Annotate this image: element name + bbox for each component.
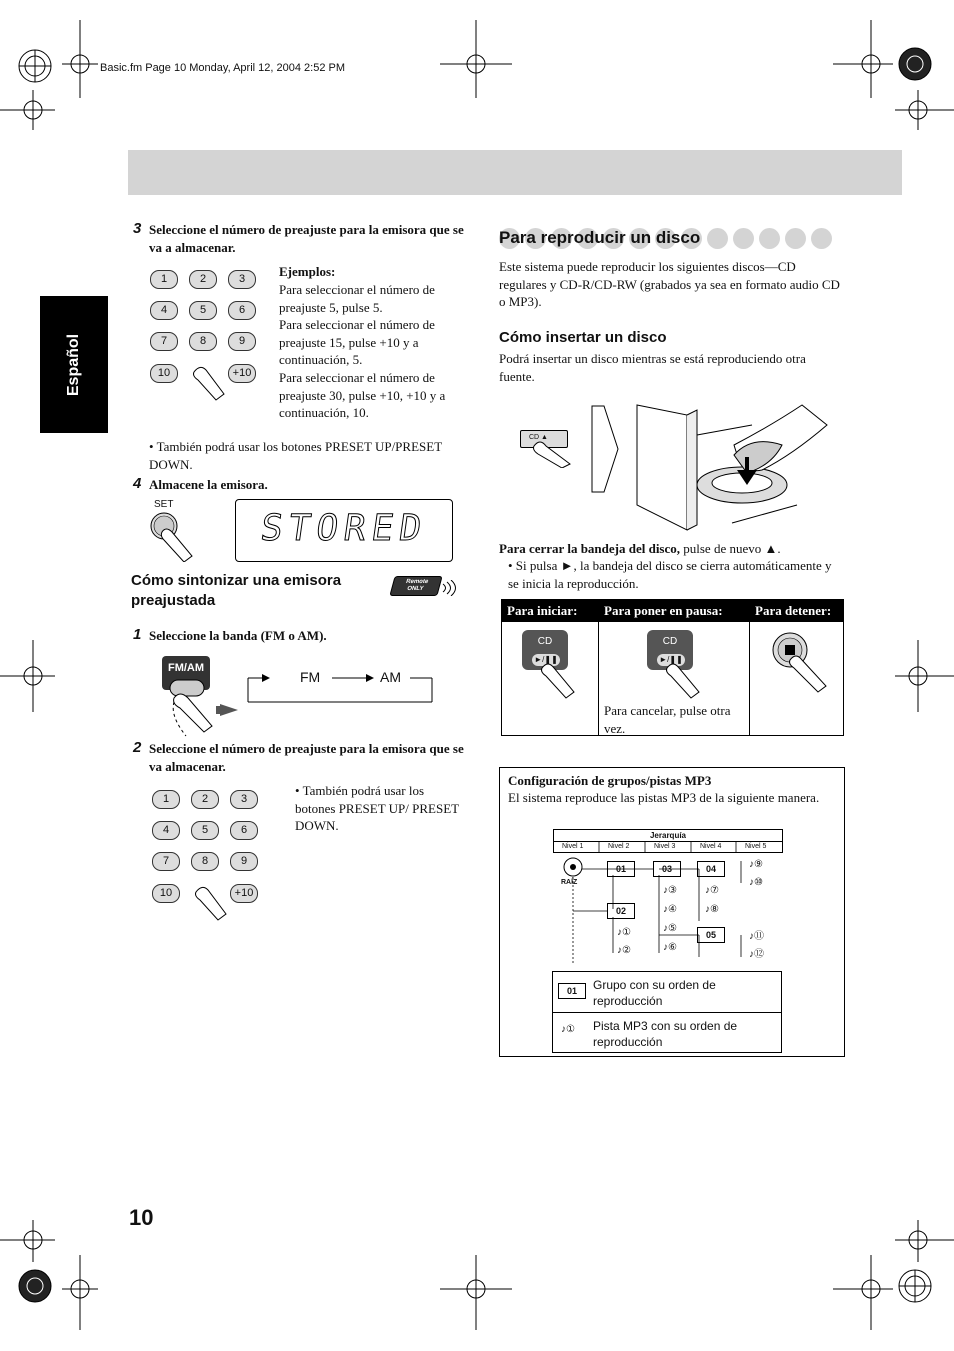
track-9: ♪⑨ [749,859,763,870]
key-7[interactable]: 7 [150,332,178,351]
key-plus10[interactable]: +10 [230,884,258,903]
header-bar [128,150,902,195]
root-label: RAÍZ [561,879,578,886]
finger-icon [538,660,578,700]
language-tab [40,296,108,433]
step-1-number: 1 [133,626,142,643]
track-6: ♪⑥ [663,942,677,953]
track-11: ♪⑪ [749,931,764,942]
level-5: Nivel 5 [745,843,767,850]
group-04: 04 [697,861,725,877]
arrow-right-icon [590,404,620,494]
remote-only-badge [389,576,442,596]
key-5[interactable]: 5 [191,821,219,840]
band-am: AM [380,669,401,685]
key-6[interactable]: 6 [228,301,256,320]
mp3-title: Configuración de grupos/pistas MP3 [508,773,712,788]
language-tab-label: Español [65,333,82,396]
key-8[interactable]: 8 [191,852,219,871]
track-8: ♪⑧ [705,904,719,915]
cd-eject-label: CD ▲ [529,434,548,441]
key-10[interactable]: 10 [152,884,180,903]
level-4: Nivel 4 [700,843,722,850]
remote-badge-line2: ONLY [406,586,425,592]
key-1[interactable]: 1 [152,790,180,809]
display-panel [235,499,453,562]
cd-label: CD [537,636,553,647]
key-3[interactable]: 3 [230,790,258,809]
level-1: Nivel 1 [562,843,584,850]
level-2: Nivel 2 [608,843,630,850]
track-10: ♪⑩ [749,877,763,888]
display-text: STORED [258,508,430,549]
fmam-label: FM/AM [167,662,205,674]
step-4-number: 4 [133,475,142,492]
cell-stop [750,622,844,736]
key-2[interactable]: 2 [191,790,219,809]
band-fm: FM [300,669,321,685]
key-5[interactable]: 5 [189,301,217,320]
page-number: 10 [129,1205,154,1230]
play-intro: Este sistema puede reproducir los siguientes discos—CD regulares y CD-R/CD-RW (grabados ya sea en formato audio CD o MP3). [499,259,840,309]
cd-tray-illustration [632,395,832,535]
set-button[interactable] [148,510,198,562]
example-1: Para seleccionar el número de preajuste 5, pulse 5. [279,282,435,315]
key-3[interactable]: 3 [228,270,256,289]
key-7[interactable]: 7 [152,852,180,871]
cd-label: CD [662,636,678,647]
finger-icon [190,362,230,402]
reg-mark-tl [19,50,51,82]
key-4[interactable]: 4 [150,301,178,320]
bullet-preset-1: • También podrá usar los botones PRESET UP/PRESET DOWN. [149,439,442,472]
legend-group-symbol: 01 [558,983,586,999]
section-play-title: Para reproducir un disco [499,228,701,247]
group-03: 03 [653,861,681,877]
cell-pause [599,622,750,736]
step-4-text: Almacene la emisora. [149,477,268,492]
group-05: 05 [697,927,725,943]
close-tray-bullet: • Si pulsa ►, la bandeja del disco se cierra automáticamente y se inicia la reproducción. [508,558,832,591]
finger-icon [530,440,576,468]
header-start: Para iniciar: [502,600,599,622]
level-3: Nivel 3 [654,843,676,850]
track-5: ♪⑤ [663,923,677,934]
step-2-number: 2 [133,739,142,756]
key-plus10[interactable]: +10 [228,364,256,383]
bullet-preset-2: • También podrá usar los botones PRESET UP/ PRESET DOWN. [295,783,459,833]
key-9[interactable]: 9 [228,332,256,351]
pause-cancel-note: Para cancelar, pulse otra vez. [604,703,731,736]
control-table [501,599,844,736]
key-2[interactable]: 2 [189,270,217,289]
cell-start [502,622,599,736]
finger-icon [192,882,232,922]
remote-signal-icon [440,580,458,596]
mp3-legend [552,971,782,1053]
remote-badge-line1: Remote [405,579,429,585]
step-1-text: Seleccione la banda (FM o AM). [149,628,327,643]
track-1: ♪① [617,927,631,938]
play-pause-icon: ►/❚❚ [657,654,685,666]
key-9[interactable]: 9 [230,852,258,871]
close-tray-rest: pulse de nuevo ▲. [680,541,781,556]
key-6[interactable]: 6 [230,821,258,840]
track-12: ♪⑫ [749,949,764,960]
set-label: SET [154,499,174,510]
insert-title: Cómo insertar un disco [499,329,667,346]
group-01: 01 [607,861,635,877]
track-3: ♪③ [663,885,677,896]
play-pause-icon: ►/❚❚ [532,654,560,666]
group-02: 02 [607,903,635,919]
legend-track-text: Pista MP3 con su orden de reproducción [593,1019,738,1049]
finger-icon [663,660,703,700]
step-2-text: Seleccione el número de preajuste para la emisora que se va almacenar. [149,741,464,774]
legend-group-text: Grupo con su orden de reproducción [593,978,716,1008]
close-tray-text [499,540,844,558]
close-tray-bold: Para cerrar la bandeja del disco, [499,541,681,556]
keypad-top [148,268,268,408]
track-7: ♪⑦ [705,885,719,896]
band-cycle-diagram [240,666,435,706]
insert-text: Podrá insertar un disco mientras se está reproduciendo otra fuente. [499,351,806,384]
example-3: Para seleccionar el número de preajuste 30, pulse +10, +10 y a continuación, 10. [279,370,446,420]
stop-button[interactable] [770,628,830,694]
mp3-text: El sistema reproduce las pistas MP3 de la siguiente manera. [508,790,820,805]
track-4: ♪④ [663,904,677,915]
track-2: ♪② [617,945,631,956]
hierarchy-diagram [553,829,781,969]
header-stop: Para detener: [750,600,844,622]
root-disc-icon [561,857,585,877]
stop-icon [785,645,795,655]
hierarchy-title: Jerarquía [553,829,783,842]
step-3-text: Seleccione el número de preajuste para la emisora que se va a almacenar. [149,222,464,255]
keypad-bottom [150,788,270,928]
key-4[interactable]: 4 [152,821,180,840]
example-2: Para seleccionar el número de preajuste 15, pulse +10 y a continuación, 5. [279,317,435,367]
key-1[interactable]: 1 [150,270,178,289]
key-10[interactable]: 10 [150,364,178,383]
file-header: Basic.fm Page 10 Monday, April 12, 2004 2:52 PM [100,62,345,74]
key-8[interactable]: 8 [189,332,217,351]
examples-title: Ejemplos: [279,264,336,279]
section-title-bar [499,228,844,250]
section-preset-title: Cómo sintonizar una emisora preajustada [131,572,342,609]
header-pause: Para poner en pausa: [599,600,750,622]
step-3-number: 3 [133,220,142,237]
legend-track-symbol: ♪① [561,1024,575,1035]
mp3-config-box [499,767,845,1057]
